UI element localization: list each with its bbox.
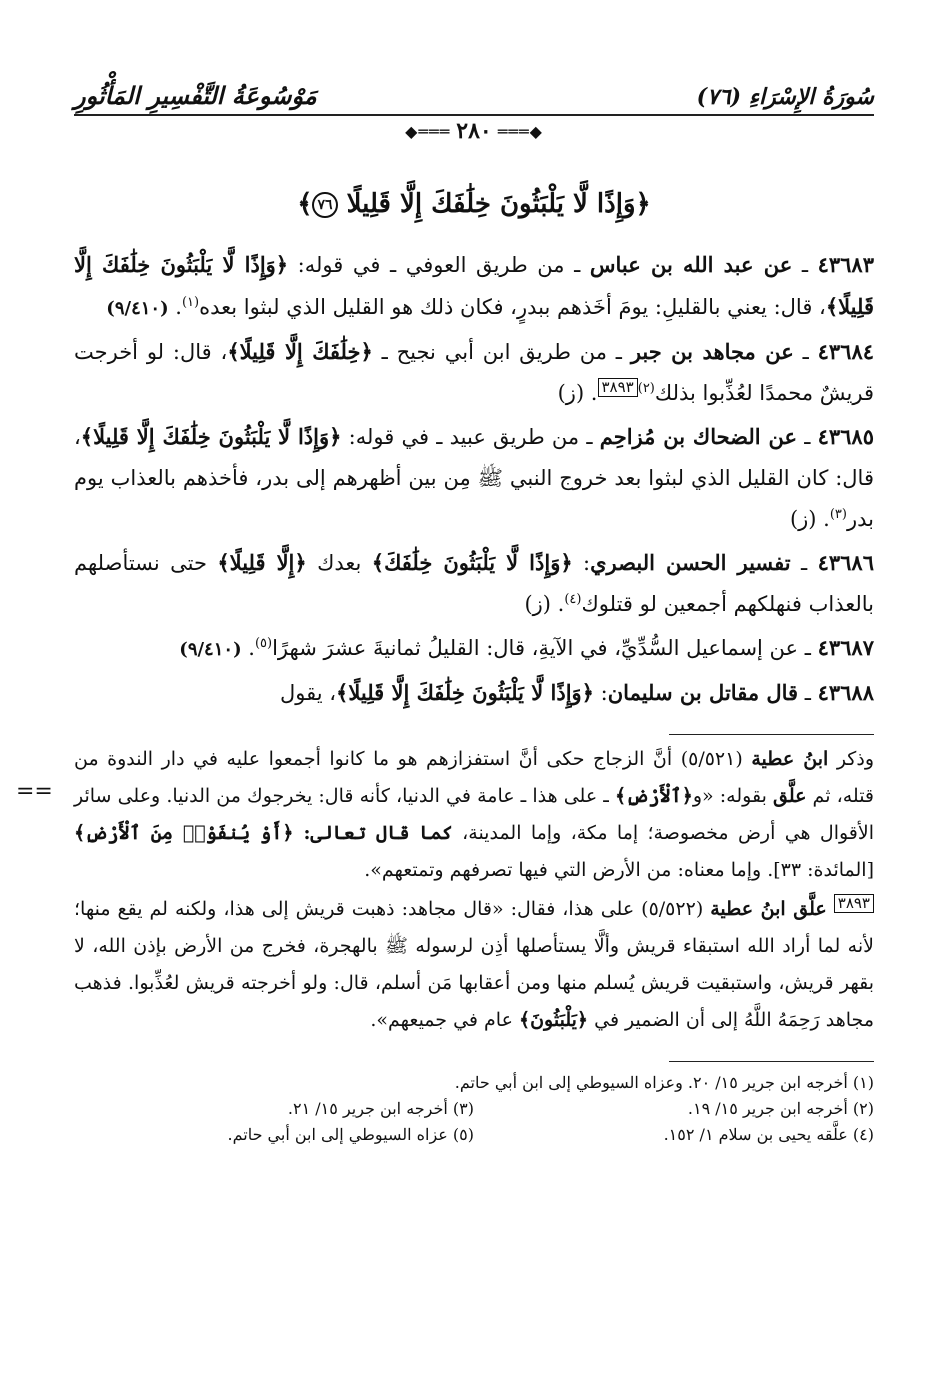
entry-text: . (ز) <box>524 592 565 616</box>
entry-text: حتى نستأصلهم بالعذاب فنهلكهم أجمعين لو قتلوك <box>74 551 874 616</box>
entry-text: ، يقول <box>279 681 337 705</box>
entry-text: : <box>572 551 591 575</box>
quran-quote: ﴿وَإِذًا لَّا يَلْبَثُونَ خِلَٰفَكَ إِلَّا قَلِيلًا﴾ <box>336 680 594 705</box>
entry-text: : <box>593 681 608 705</box>
narrator: عن عبد الله بن عباس <box>589 252 793 277</box>
narrator: تفسير الحسن البصري <box>590 550 791 575</box>
verse-text: ﴿وَإِذًا لَّا يَلْبَثُونَ خِلَٰفَكَ إِلَّا قَلِيلًا <box>346 189 651 219</box>
footnote-marker: (٢) <box>637 381 655 396</box>
narrator: عن الضحاك بن مُزاحِم <box>599 424 797 449</box>
narration-entry: ٤٣٦٨٦ ـ تفسير الحسن البصري: ﴿وَإِذًا لَّا يَلْبَثُونَ خِلَٰفَكَ﴾ بعدك ﴿إِلَّا قَلِيلًا﴾ حتى نستأصلهم بالعذاب فنهلكهم أجمعين لو قتلوك$^{(٤)}$. (ز) <box>74 550 874 616</box>
footnote-marker: (١) <box>181 295 200 310</box>
narration-entry: ٤٣٦٨٣ ـ عن عبد الله بن عباس ـ من طريق العوفي ـ في قوله: ﴿وَإِذًا لَّا يَلْبَثُونَ خِلَٰفَكَ إِلَّا قَلِيلًا﴾، قال: يعني بالقليلِ: يومَ أخَذهم ببدرٍ، فكان ذلك هو القليل الذي لبثوا بعده$^{(١)}$. (٩/٤١٠) <box>74 252 874 319</box>
footnote-marker: (٤) <box>564 592 582 607</box>
page-number: ٢٨٠ <box>456 118 492 144</box>
entry-number: ٤٣٦٨٦ <box>817 550 874 575</box>
notes-divider <box>669 734 874 735</box>
page-number-row <box>74 118 874 144</box>
volume-reference: (٩/٤١٠) <box>106 298 169 319</box>
footnote-row <box>74 1096 874 1122</box>
volume-reference: (٩/٤١٠) <box>179 639 242 660</box>
footnotes-divider <box>669 1061 874 1062</box>
surah-title: سُورَةُ الإِسْرَاءِ (٧٦) <box>696 84 874 110</box>
note-text <box>827 898 834 920</box>
commentary-paragraph <box>74 741 874 889</box>
footnote: (٤) علَّقه يحيى بن سلام ١/ ١٥٢. <box>663 1125 874 1144</box>
quran-quote: ﴿يَلْبَثُونَ﴾ <box>518 1009 589 1031</box>
footnote: (٣) أخرجه ابن جرير ١٥/ ٢١. <box>287 1099 474 1118</box>
footnote-marker: (٣) <box>829 507 847 522</box>
page-header <box>74 60 874 116</box>
entry-number: ٤٣٦٨٣ <box>817 252 874 277</box>
entry-text: . (ز) <box>557 381 598 405</box>
footnote: (١) أخرجه ابن جرير ١٥/ ٢٠. وعزاه السيوطي إلى ابن أبي حاتم. <box>454 1073 874 1092</box>
entry-text: ـ من طريق ابن أبي نجيح ـ <box>372 340 622 364</box>
ornament-icon: ═══◆ <box>405 121 451 141</box>
entry-text: . <box>168 295 182 319</box>
footnote-row <box>74 1122 874 1148</box>
quran-quote: ﴿أَوْ يُنفَوْا۟ مِنَ ٱلْأَرْضِ﴾ <box>74 822 294 844</box>
narration-entry: ٤٣٦٨٨ ـ قال مقاتل بن سليمان: ﴿وَإِذًا لَّا يَلْبَثُونَ خِلَٰفَكَ إِلَّا قَلِيلًا﴾، يقول <box>279 680 874 705</box>
entry-text: . (ز) <box>789 507 830 531</box>
footnote: (٢) أخرجه ابن جرير ١٥/ ١٩. <box>687 1099 874 1118</box>
note-text: عام في جميعهم». <box>370 1009 519 1031</box>
quran-quote: ﴿وَإِذًا لَّا يَلْبَثُونَ خِلَٰفَكَ﴾ <box>371 550 573 575</box>
commentary-ref-box: ٣٨٩٣ <box>598 378 638 397</box>
quran-quote: ﴿ٱلْأَرْضِ﴾ <box>614 785 693 807</box>
narrator: عن مجاهد بن جبر <box>630 339 794 364</box>
scholar-name: علَّق ابنُ عطية <box>710 898 827 920</box>
footnotes <box>74 1070 874 1148</box>
commentary-notes <box>74 741 874 1039</box>
footnote: (٥) عزاه السيوطي إلى ابن أبي حاتم. <box>227 1125 474 1144</box>
commentary-ref-box: ٣٨٩٣ <box>834 894 874 913</box>
entry-text: ، قال: كان القليل الذي لبثوا بعد خروج النبي ﷺ مِن بين أظهرهم إلى بدر، فأخذهم بالعذاب يوم بدر <box>74 425 874 531</box>
entry-text: ، في الآيةِ، قال: القليلُ ثمانيةَ عشرَ شهرًا <box>272 636 622 660</box>
entry-text: ـ من طريق العوفي ـ في قوله: <box>288 253 581 277</box>
note-text: (٥/٥٢٢) على هذا، فقال: «قال مجاهد: ذهبت قريش إلى هذا، ولكنه لم يقع منها؛ لأنه لما أراد الله استبقاء قريش وألَّا يستأصلها أذِن لرسوله ﷺ بالهجرة، فخرج من الأرض بإذن الله، لا بقهر قريش، واستبقيت قريش يُسلم منها ومن أعقابها مَن أسلم، قال: ولو أخرجته قريش لعُذِّبوا. فذهب مجاهد رَحِمَهُ اللَّهُ إلى أن الضمير في <box>74 898 874 1031</box>
quran-quote: ﴿وَإِذًا لَّا يَلْبَثُونَ خِلَٰفَكَ إِلَّا قَلِيلًا﴾ <box>74 252 874 319</box>
narration-entry: ٤٣٦٨٥ ـ عن الضحاك بن مُزاحِم ـ من طريق عبيد ـ في قوله: ﴿وَإِذًا لَّا يَلْبَثُونَ خِلَٰفَكَ إِلَّا قَلِيلًا﴾، قال: كان القليل الذي لبثوا بعد خروج النبي ﷺ مِن بين أظهرهم إلى بدر، فأخذهم بالعذاب يوم بدر$^{(٣)}$. (ز) <box>74 424 874 531</box>
continuation-mark: == <box>16 779 53 804</box>
verse-number: ٧٦ <box>312 192 337 218</box>
entry-text: ، قال: يعني بالقليلِ: يومَ أخَذهم ببدرٍ، فكان ذلك هو القليل الذي لبثوا بعده <box>199 295 826 319</box>
entry-number: ٤٣٦٨٧ <box>817 635 874 660</box>
ornament-icon: ◆═══ <box>497 121 543 141</box>
entry-text: بعدك <box>306 551 372 575</box>
narration-entry: ٤٣٦٨٤ ـ عن مجاهد بن جبر ـ من طريق ابن أبي نجيح ـ ﴿خِلَٰفَكَ إِلَّا قَلِيلًا﴾، قال: لو أخرجت قريشٌ محمدًا لعُذِّبوا بذلك$^{(٢)}$٣٨٩٣. (ز) <box>74 339 875 405</box>
entry-number: ٤٣٦٨٨ <box>817 680 874 705</box>
scholar-name: ابنُ عطية <box>751 748 829 770</box>
note-emphasis: كما قال تعالى: <box>293 822 453 844</box>
note-emphasis: علَّق <box>772 785 807 807</box>
entry-number: ٤٣٦٨٤ <box>817 339 875 364</box>
note-text: ـ على هذا ـ عامة في الدنيا، كأنه قال: يخرجوك من الدنيا. وعلى سائر الأقوال هي أرض مخصوصة؛ إما مكة، وإما المدينة، <box>74 785 874 844</box>
entry-text: ، قال: لو أخرجت قريشٌ محمدًا لعُذِّبوا بذلك <box>74 340 874 405</box>
note-text: بقوله: «و <box>692 785 773 807</box>
book-title: مَوْسُوعَةُ التَّفْسِيرِ المَأْثُورِ <box>74 81 317 110</box>
entry-number: ٤٣٦٨٥ <box>817 424 874 449</box>
commentary-paragraph <box>74 891 874 1039</box>
note-text: (٥/٥٢١) أنَّ الزجاج حكى أنَّ استفزازهم هو ما كانوا أجمعوا عليه في دار الندوة من قتله، ثم <box>74 748 875 807</box>
footnote-marker: (٥) <box>254 636 273 651</box>
quran-quote: ﴿خِلَٰفَكَ إِلَّا قَلِيلًا﴾ <box>227 339 373 364</box>
entry-text: . <box>241 636 255 660</box>
note-text: [المائدة: ٣٣]. وإما معناه: من الأرض التي فيها تصرفهم وتمتعهم». <box>364 859 874 881</box>
quran-quote: ﴿إِلَّا قَلِيلًا﴾ <box>217 550 307 575</box>
narrator: قال مقاتل بن سليمان <box>607 680 799 705</box>
narration-entry: ٤٣٦٨٧ ـ عن إسماعيل السُّدِّيِّ، في الآيةِ، قال: القليلُ ثمانيةَ عشرَ شهرًا$^{(٥)}$. (٩/٤١٠) <box>179 635 874 660</box>
entry-text: ـ من طريق عبيد ـ في قوله: <box>341 425 593 449</box>
note-text: وذكر <box>828 748 874 770</box>
narrator: عن إسماعيل السُّدِّيِّ <box>621 636 799 660</box>
verse-heading <box>74 184 874 224</box>
verse-close: ﴾ <box>297 189 313 219</box>
quran-quote: ﴿وَإِذًا لَّا يَلْبَثُونَ خِلَٰفَكَ إِلَّا قَلِيلًا﴾ <box>80 424 342 449</box>
